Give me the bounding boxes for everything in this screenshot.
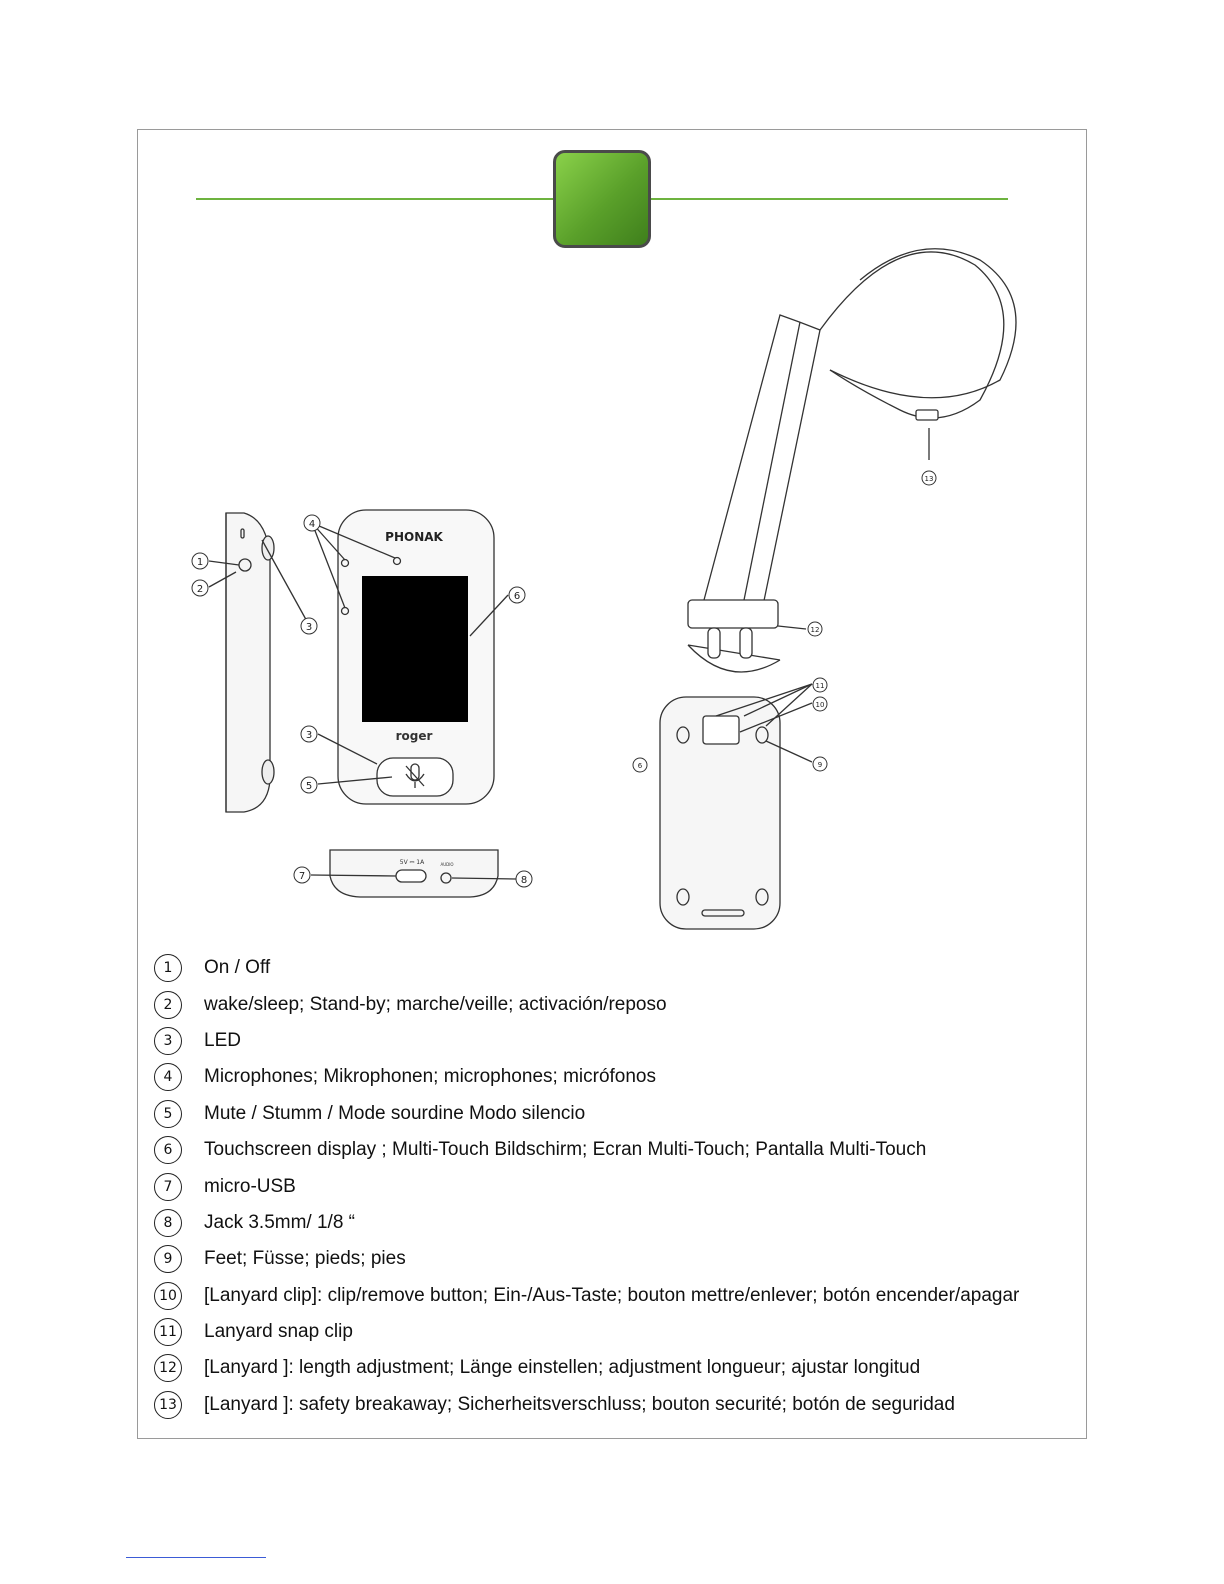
- legend-item: [152, 1278, 1082, 1314]
- callout-2: [192, 580, 208, 596]
- legend-item: [152, 950, 1082, 986]
- svg-text:3: 3: [305, 730, 313, 741]
- legend-text: micro-USB: [204, 1175, 296, 1197]
- legend-number: 11: [154, 1318, 182, 1346]
- svg-text:3: 3: [305, 622, 313, 633]
- svg-text:6: 6: [637, 762, 643, 770]
- svg-text:10: 10: [815, 701, 825, 709]
- length-adjuster-icon: [688, 600, 778, 628]
- device-side-view: [226, 513, 274, 812]
- legend-item: [152, 1168, 1082, 1204]
- legend-number: 3: [154, 1027, 182, 1055]
- legend-item: [152, 1350, 1082, 1386]
- callout-3b: [301, 726, 317, 742]
- callout-3a: [301, 618, 317, 634]
- legend-item: [152, 986, 1082, 1022]
- product-label: roger: [395, 729, 433, 743]
- legend-text: LED: [204, 1029, 241, 1051]
- legend-number: 10: [154, 1282, 182, 1310]
- svg-text:4: 4: [308, 519, 316, 530]
- usb-port-icon: [396, 870, 426, 882]
- callout-1: [192, 553, 208, 569]
- legend-text: [Lanyard ]: safety breakaway; Sicherheitsverschluss; bouton securité; botón de seguridad: [204, 1393, 955, 1415]
- callout-12: [808, 622, 822, 636]
- legend-text: Feet; Füsse; pieds; pies: [204, 1248, 406, 1270]
- callout-7: [294, 867, 310, 883]
- legend-text: On / Off: [204, 957, 271, 979]
- svg-text:12: 12: [810, 626, 820, 634]
- legend-item: [152, 1059, 1082, 1095]
- audio-label: AUDIO: [440, 862, 454, 867]
- legend-number: 8: [154, 1209, 182, 1237]
- legend-list: [152, 950, 1082, 1423]
- legend-number: 2: [154, 991, 182, 1019]
- callout-markers: [192, 471, 936, 887]
- port-label: 5V ⎓ 1A: [399, 859, 425, 866]
- callout-5: [301, 777, 317, 793]
- legend-item: [152, 1023, 1082, 1059]
- callout-4: [304, 515, 320, 531]
- callout-11: [813, 678, 827, 692]
- callout-13: [922, 471, 936, 485]
- svg-text:8: 8: [520, 875, 528, 886]
- legend-number: 13: [154, 1391, 182, 1419]
- callout-10: [813, 697, 827, 711]
- touchscreen-display: [362, 576, 468, 722]
- legend-text: Lanyard snap clip: [204, 1321, 353, 1343]
- legend-text: Touchscreen display ; Multi-Touch Bildschirm; Ecran Multi-Touch; Pantalla Multi-Touch: [204, 1139, 927, 1161]
- callout-6a: [509, 587, 525, 603]
- callout-6b: [633, 758, 647, 772]
- legend-text: [Lanyard ]: length adjustment; Länge einstellen; adjustment longueur; ajustar longitud: [204, 1357, 921, 1379]
- svg-text:2: 2: [196, 584, 204, 595]
- svg-text:6: 6: [513, 591, 521, 602]
- lanyard-clip-icon: [703, 716, 739, 744]
- legend-item: [152, 1314, 1082, 1350]
- callout-8: [516, 871, 532, 887]
- legend-text: Microphones; Mikrophonen; microphones; micrófonos: [204, 1066, 656, 1088]
- legend-number: 9: [154, 1245, 182, 1273]
- brand-label: PHONAK: [385, 530, 443, 544]
- legend-number: 5: [154, 1100, 182, 1128]
- legend-number: 4: [154, 1063, 182, 1091]
- legend-text: Jack 3.5mm/ 1/8 “: [204, 1211, 355, 1233]
- legend-item: [152, 1241, 1082, 1277]
- legend-text: Mute / Stumm / Mode sourdine Modo silencio: [204, 1102, 586, 1124]
- legend-item: [152, 1205, 1082, 1241]
- device-back-view: [660, 697, 780, 929]
- legend-item: [152, 1132, 1082, 1168]
- svg-text:13: 13: [924, 475, 934, 483]
- callout-9: [813, 757, 827, 771]
- svg-text:9: 9: [817, 761, 823, 769]
- legend-item: [152, 1096, 1082, 1132]
- legend-text: [Lanyard clip]: clip/remove button; Ein-/Aus-Taste; bouton mettre/enlever; botón encender/apagar: [204, 1284, 1020, 1306]
- legend-item: [152, 1387, 1082, 1423]
- svg-text:5: 5: [305, 781, 313, 792]
- legend-text: wake/sleep; Stand-by; marche/veille; activación/reposo: [204, 993, 667, 1015]
- svg-text:1: 1: [196, 557, 204, 568]
- svg-text:11: 11: [815, 682, 825, 690]
- device-bottom-view: [330, 850, 498, 897]
- legend-number: 1: [154, 954, 182, 982]
- lanyard-illustration: [688, 249, 1016, 672]
- legend-number: 12: [154, 1354, 182, 1382]
- legend-number: 6: [154, 1136, 182, 1164]
- legend-number: 7: [154, 1173, 182, 1201]
- svg-text:7: 7: [298, 871, 306, 882]
- footnote-separator: [126, 1557, 266, 1558]
